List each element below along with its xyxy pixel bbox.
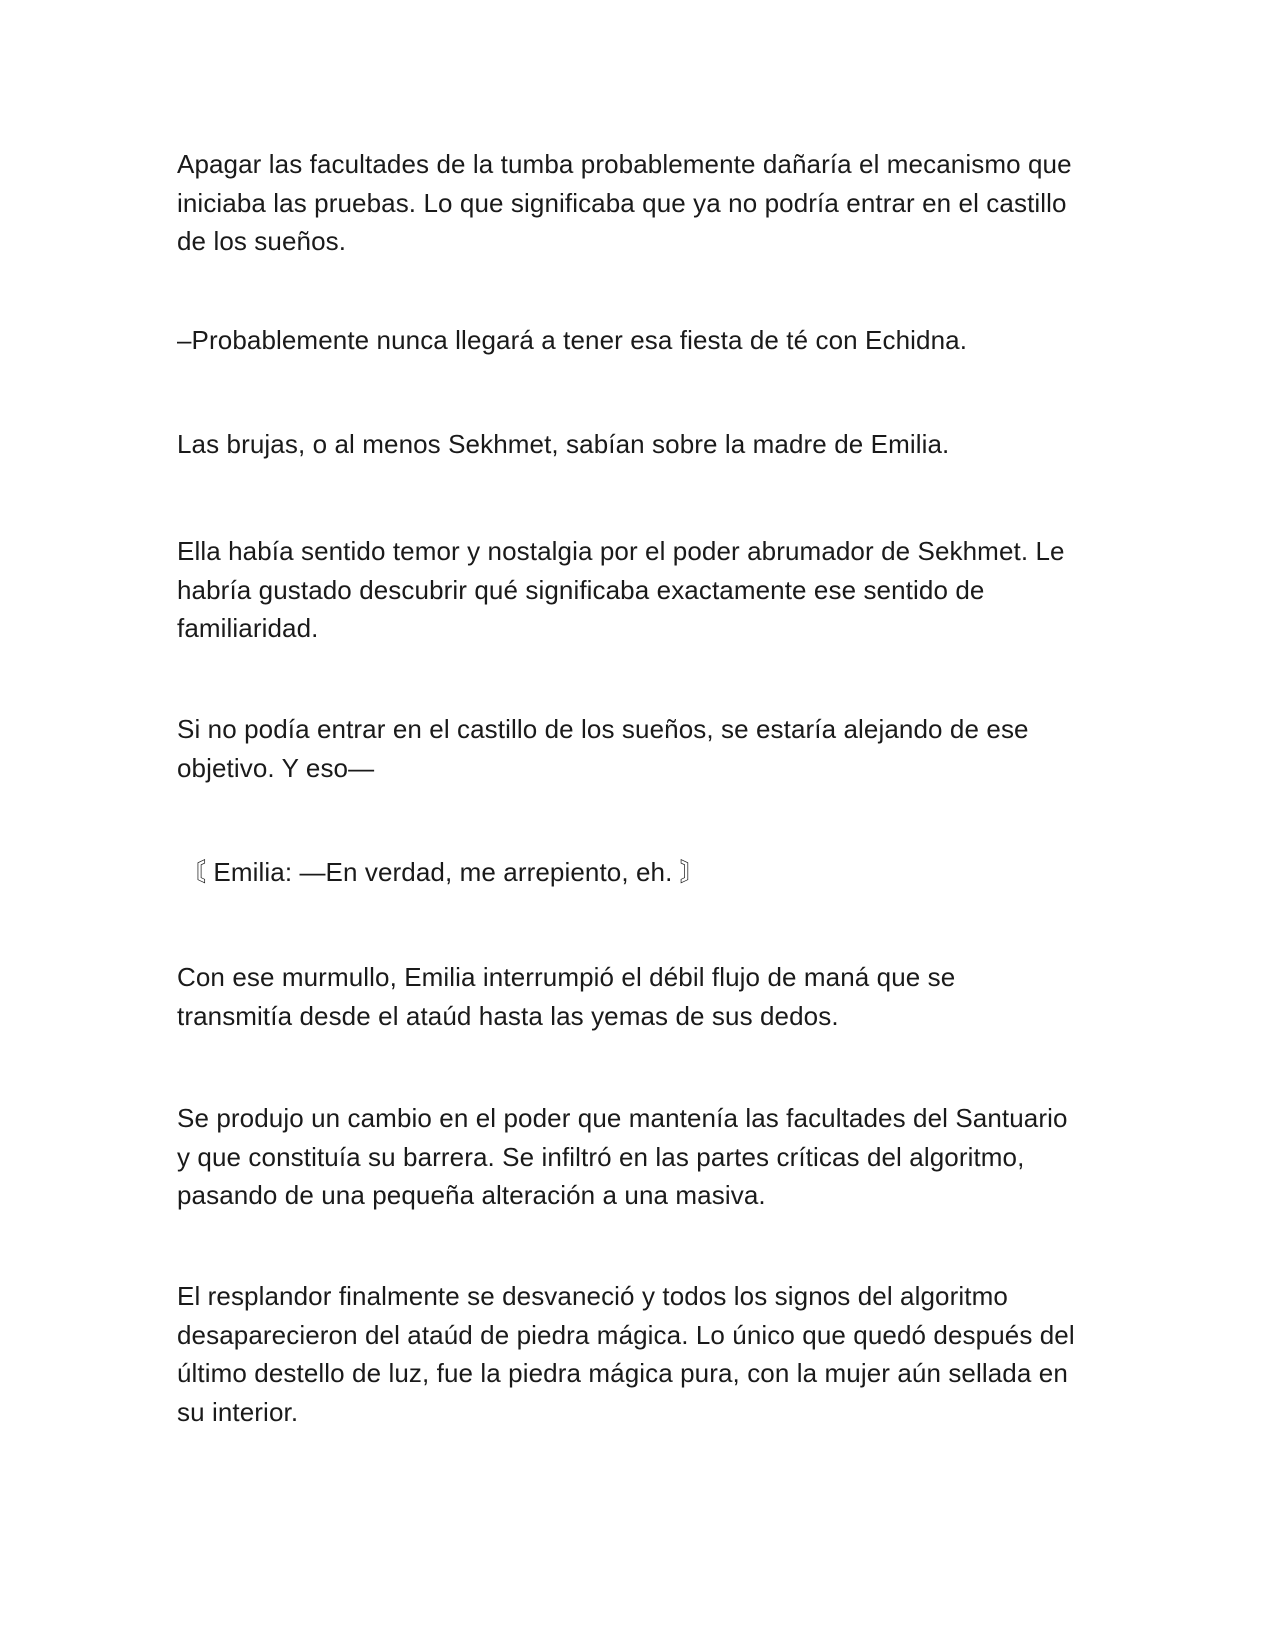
text-line: –Probablemente nunca llegará a tener esa fiesta de té con Echidna.	[177, 325, 968, 355]
text-line: de los sueños.	[177, 226, 347, 256]
text-line: Con ese murmullo, Emilia interrumpió el débil flujo de maná que se	[177, 962, 956, 992]
text-line: Las brujas, o al menos Sekhmet, sabían sobre la madre de Emilia.	[177, 429, 950, 459]
text-line: Ella había sentido temor y nostalgia por el poder abrumador de Sekhmet. Le	[177, 536, 1065, 566]
text-line: su interior.	[177, 1396, 299, 1427]
paragraph-tomb-faculties	[177, 145, 1097, 261]
paragraph-mana-flow	[177, 958, 1097, 1035]
text-line: familiaridad.	[177, 613, 319, 643]
text-line: pasando de una pequeña alteración a una masiva.	[177, 1180, 766, 1210]
text-line: transmitía desde el ataúd hasta las yemas de sus dedos.	[177, 1000, 839, 1031]
paragraph-witches	[177, 425, 1097, 464]
paragraph-sanctuary-barrier	[177, 1099, 1097, 1215]
text-line: El resplandor finalmente se desvaneció y todos los signos del algoritmo	[177, 1281, 1008, 1311]
text-line: 〘 Emilia: —En verdad, me arrepiento, eh. 〙	[180, 857, 706, 887]
paragraph-emilia-dialogue	[180, 853, 1100, 892]
text-line: y que constituía su barrera. Se infiltró en las partes críticas del algoritmo,	[177, 1141, 1025, 1172]
paragraph-magic-stone	[177, 1277, 1097, 1431]
paragraph-tea-party	[177, 321, 1097, 360]
text-line: Se produjo un cambio en el poder que mantenía las facultades del Santuario	[177, 1103, 1068, 1133]
text-line: Si no podía entrar en el castillo de los sueños, se estaría alejando de ese	[177, 714, 1029, 744]
text-line: objetivo. Y eso—	[177, 752, 375, 783]
text-line: iniciaba las pruebas. Lo que significaba que ya no podría entrar en el castillo	[177, 187, 1067, 218]
text-line: habría gustado descubrir qué significaba exactamente ese sentido de	[177, 574, 985, 605]
paragraph-dream-castle	[177, 710, 1097, 787]
text-line: desaparecieron del ataúd de piedra mágica. Lo único que quedó después del	[177, 1319, 1075, 1350]
text-line: último destello de luz, fue la piedra mágica pura, con la mujer aún sellada en	[177, 1358, 1068, 1388]
text-line: Apagar las facultades de la tumba probablemente dañaría el mecanismo que	[177, 149, 1072, 179]
paragraph-nostalgia	[177, 532, 1097, 648]
